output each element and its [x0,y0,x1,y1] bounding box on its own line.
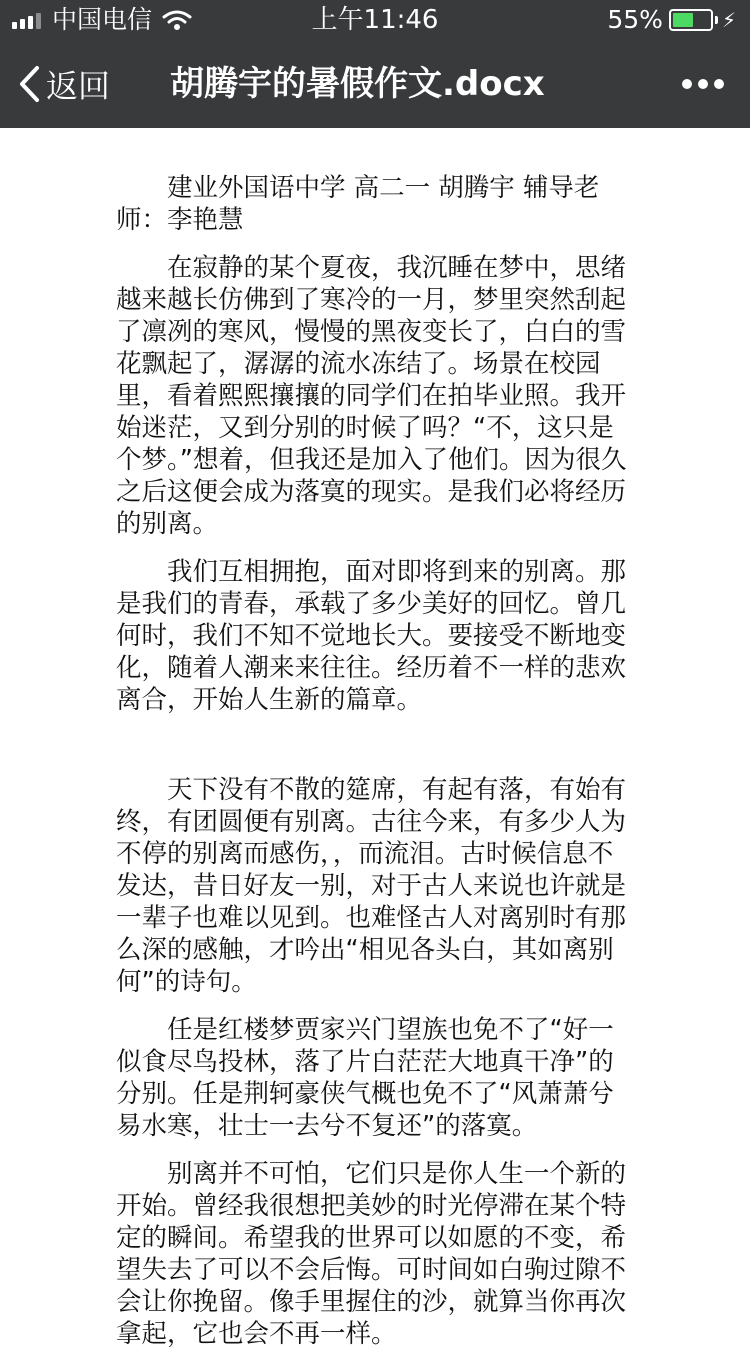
charging-bolt-icon: ⚡ [721,8,736,32]
back-label: 返回 [46,67,111,105]
page-title: 胡腾宇的暑假作文.docx [170,64,545,104]
status-time: 上午11:46 [311,5,439,35]
doc-paragraph: 任是红楼梦贾家兴门望族也免不了“好一似食尽鸟投林，落了片白茫茫大地真干净”的分别。任是荆轲豪侠气概也免不了“风萧萧兮易水寒，壮士一去兮不复还”的落寞。 [116,1015,614,1141]
chevron-left-icon [18,65,40,103]
battery-fill [673,13,693,27]
status-bar [0,0,750,40]
battery-icon [669,9,713,31]
doc-paragraph: 别离并不可怕，它们只是你人生一个新的开始。曾经我很想把美妙的时光停滞在某个特定的瞬间。希望我的世界可以如愿的不变，希望失去了可以不会后悔。可时间如白驹过隙不会让你挽留。像手里握住的沙，就算当你再次拿起，它也会不再一样。 [116,1159,627,1349]
top-bar [0,0,750,128]
more-button[interactable] [676,40,724,128]
more-dots-icon [698,79,708,89]
battery-percent: 55% [607,5,663,34]
status-right [607,0,736,40]
doc-paragraph-header: 建业外国语中学 高二一 胡腾宇 辅导老师：李艳慧 [116,173,600,235]
back-button[interactable] [18,40,110,128]
more-dots-icon [682,79,692,89]
doc-paragraph: 我们互相拥抱，面对即将到来的别离。那是我们的青春，承载了多少美好的回忆。曾几何时，我们不知不觉地长大。要接受不断地变化，随着人潮来来往往。经历着不一样的悲欢离合，开始人生新的篇章。 [116,557,627,715]
doc-paragraph: 天下没有不散的筵席，有起有落，有始有终，有团圆便有别离。古往今来，有多少人为不停的别离而感伤，，而流泪。古时候信息不发达，昔日好友一别，对于古人来说也许就是一辈子也难以见到。也难怪古人对离别时有那么深的感触，才吟出“相见各头白，其如离别何”的诗句。 [116,775,627,997]
battery-tip [715,16,718,24]
document-body [116,172,628,1366]
more-dots-icon [714,79,724,89]
nav-bar [0,40,750,128]
carrier-label: 中国电信 [52,5,153,34]
doc-paragraph: 在寂静的某个夏夜，我沉睡在梦中，思绪越来越长仿佛到了寒冷的一月，梦里突然刮起了凛冽的寒风，慢慢的黑夜变长了，白白的雪花飘起了，潺潺的流水冻结了。场景在校园里，看着熙熙攘攘的同学们在拍毕业照。我开始迷茫，又到分别的时候了吗？“不，这只是个梦。”想着，但我还是加入了他们。因为很久之后这便会成为落寞的现实。是我们必将经历的别离。 [116,253,627,539]
